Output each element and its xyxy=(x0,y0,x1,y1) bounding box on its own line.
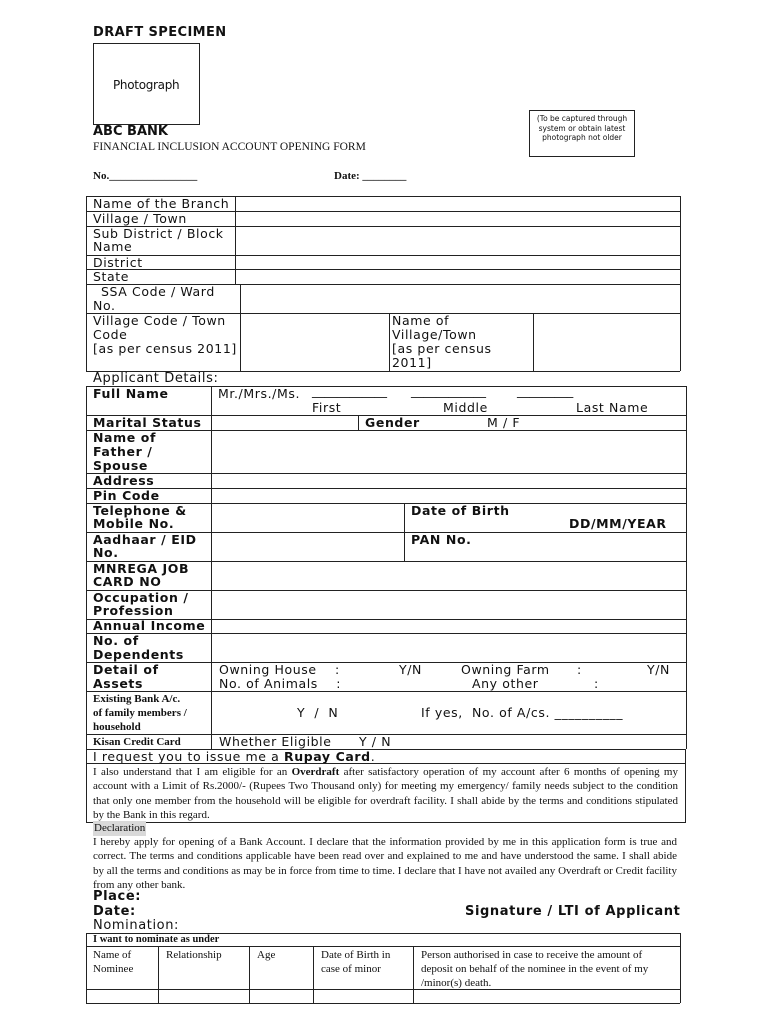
any-other-label: Any other xyxy=(472,676,539,691)
occupation-label-2: Profession xyxy=(93,603,174,618)
existing-bank-label-3: household xyxy=(93,721,141,733)
mnrega-input[interactable] xyxy=(212,562,685,589)
rupay-card-label: Rupay Card xyxy=(283,749,371,764)
state-input[interactable] xyxy=(236,270,679,283)
authorised-person-header: Person authorised in case to receive the amount of deposit on behalf of the nominee in the event of my /minor(s) death. xyxy=(421,949,649,989)
form-number[interactable]: No.________________ xyxy=(93,170,198,182)
father-spouse-label: Name of xyxy=(93,430,156,445)
gender-options[interactable]: M / F xyxy=(487,415,521,430)
whether-eligible-label: Whether Eligible xyxy=(219,734,332,749)
kisan-credit-label: Kisan Credit Card xyxy=(93,736,181,748)
photograph-box[interactable] xyxy=(93,43,200,125)
annual-income-input[interactable] xyxy=(212,620,685,632)
village-town-label: Village / Town xyxy=(93,211,187,226)
village-name-input[interactable] xyxy=(534,314,679,370)
signature-label[interactable]: Signature / LTI of Applicant xyxy=(465,904,681,919)
mnrega-label: MNREGA JOB xyxy=(93,561,190,576)
village-code-label-3: [as per census 2011] xyxy=(93,341,237,356)
draft-specimen-title: DRAFT SPECIMEN xyxy=(93,25,227,40)
branch-name-label: Name of the Branch xyxy=(93,196,230,211)
ssa-code-label-2: No. xyxy=(93,298,116,313)
owning-farm-colon: : xyxy=(577,662,582,677)
middle-caption: Middle xyxy=(443,400,488,415)
first-name-blank[interactable]: ____________ xyxy=(312,383,387,398)
village-code-input[interactable] xyxy=(241,314,388,370)
aadhaar-label-2: No. xyxy=(93,545,119,560)
branch-name-input[interactable] xyxy=(236,197,679,210)
village-code-label-2: Code xyxy=(93,327,128,342)
salutation-label: Mr./Mrs./Ms. xyxy=(218,386,301,401)
village-name-label: Name of xyxy=(392,313,450,328)
pan-label: PAN No. xyxy=(411,532,472,547)
overdraft-box xyxy=(86,763,686,823)
district-label: District xyxy=(93,255,143,270)
nomination-heading: Nomination: xyxy=(93,918,180,933)
telephone-input[interactable] xyxy=(212,504,403,531)
relationship-header: Relationship xyxy=(166,949,222,961)
ssa-code-label: SSA Code / Ward xyxy=(101,284,215,299)
pan-input[interactable] xyxy=(480,533,685,560)
subdistrict-label: Sub District / Block xyxy=(93,226,224,241)
marital-status-input[interactable] xyxy=(212,416,357,429)
rupay-request-text: I request you to issue me a Rupay Card. xyxy=(93,749,376,764)
existing-bank-yn[interactable]: Y / N xyxy=(297,705,339,720)
applicant-details-heading: Applicant Details: xyxy=(93,371,219,386)
state-label: State xyxy=(93,269,130,284)
declaration-text: I hereby apply for opening of a Bank Account. I declare that the information provided by me in this application form is true and correct. The terms and conditions applicable have been read over and explained to me and have understood the same. I shall abide by all the terms and conditions as may be in force from time to time. I declare that I have not availed any Overdraft or Credit facility from any other bank. xyxy=(93,836,677,891)
village-name-label-2: Village/Town xyxy=(392,327,477,342)
dob-label: Date of Birth xyxy=(411,503,510,518)
owning-house-yn[interactable]: Y/N xyxy=(399,662,422,677)
village-town-input[interactable] xyxy=(236,212,679,225)
photo-note: (To be captured through system or obtain latest photograph not older xyxy=(536,114,628,142)
existing-bank-count[interactable]: If yes, No. of A/cs. __________ xyxy=(421,705,624,720)
telephone-label: Telephone & xyxy=(93,503,187,518)
nominee-dob-header: Date of Birth in xyxy=(321,949,391,961)
subdistrict-label-2: Name xyxy=(93,239,133,254)
nominee-name-header-2: Nominee xyxy=(93,963,134,975)
photograph-label: Photograph xyxy=(113,78,180,92)
animals-label: No. of Animals : xyxy=(219,676,342,691)
marital-status-label: Marital Status xyxy=(93,415,202,430)
dependents-label: No. of xyxy=(93,633,139,648)
existing-bank-label-2: of family members / xyxy=(93,707,187,719)
age-header: Age xyxy=(257,949,276,961)
rupay-request-row xyxy=(86,749,686,764)
gender-label: Gender xyxy=(365,415,420,430)
form-title: FINANCIAL INCLUSION ACCOUNT OPENING FORM xyxy=(93,141,366,153)
age-input[interactable] xyxy=(250,990,312,1002)
full-name-label: Full Name xyxy=(93,386,169,401)
district-input[interactable] xyxy=(236,256,679,268)
annual-income-label: Annual Income xyxy=(93,618,206,633)
father-spouse-input[interactable] xyxy=(212,431,685,472)
owning-farm-label: Owning Farm xyxy=(461,662,550,677)
first-caption: First xyxy=(312,400,342,415)
occupation-label: Occupation / xyxy=(93,590,189,605)
nominee-name-input[interactable] xyxy=(87,990,157,1002)
dependents-label-2: Dependents xyxy=(93,647,184,662)
address-label: Address xyxy=(93,473,155,488)
ssa-code-input[interactable] xyxy=(241,285,679,312)
bank-name: ABC BANK xyxy=(93,124,168,139)
assets-label: Detail of xyxy=(93,662,159,677)
owning-house-label: Owning House : xyxy=(219,662,340,677)
village-code-label: Village Code / Town xyxy=(93,313,226,328)
photo-note-box xyxy=(529,110,635,157)
village-name-label-3: [as per census xyxy=(392,341,492,356)
pin-code-input[interactable] xyxy=(212,489,685,502)
pin-code-label: Pin Code xyxy=(93,488,160,503)
aadhaar-label: Aadhaar / EID xyxy=(93,532,197,547)
any-other-colon: : xyxy=(594,676,599,691)
relationship-input[interactable] xyxy=(159,990,248,1002)
telephone-label-2: Mobile No. xyxy=(93,516,175,531)
village-name-label-4: 2011] xyxy=(392,355,432,370)
father-spouse-label-2: Father / xyxy=(93,444,153,459)
last-name-caption: Last Name xyxy=(576,400,649,415)
subdistrict-input[interactable] xyxy=(236,227,679,254)
overdraft-text: I also understand that I am eligible for an Overdraft after satisfactory operation of my account after 6 months of opening my account with a Limit of Rs.2000/- (Rupees Two Thousand only) for meeting my emergency/ family needs subject to the condition that only one member from the household will be eligible for overdraft facility. I shall abide by the terms and conditions stipulated by the Bank in this regard. xyxy=(93,766,678,821)
last-name-blank[interactable]: _________ xyxy=(517,383,574,398)
form-date[interactable]: Date: ________ xyxy=(334,170,407,182)
kisan-credit-yn[interactable]: Y / N xyxy=(359,734,392,749)
father-spouse-label-3: Spouse xyxy=(93,458,148,473)
existing-bank-label: Existing Bank A/c. xyxy=(93,693,181,705)
assets-label-2: Assets xyxy=(93,676,144,691)
dob-format[interactable]: DD/MM/YEAR xyxy=(569,516,667,531)
aadhaar-input[interactable] xyxy=(212,533,403,560)
nominee-dob-header-2: case of minor xyxy=(321,963,381,975)
nominee-dob-input[interactable] xyxy=(314,990,412,1002)
middle-name-blank[interactable]: ____________ xyxy=(411,383,486,398)
nominee-name-header: Name of xyxy=(93,949,132,961)
authorised-person-input[interactable] xyxy=(414,990,679,1002)
address-input[interactable] xyxy=(212,474,685,487)
dependents-input[interactable] xyxy=(212,634,685,661)
owning-farm-yn[interactable]: Y/N xyxy=(647,662,670,677)
place-label[interactable]: Place: xyxy=(93,889,142,904)
date-label[interactable]: Date: xyxy=(93,904,136,919)
nomination-intro: I want to nominate as under xyxy=(93,934,220,945)
declaration-heading: Declaration xyxy=(94,822,146,834)
mnrega-label-2: CARD NO xyxy=(93,574,162,589)
occupation-input[interactable] xyxy=(212,591,685,618)
